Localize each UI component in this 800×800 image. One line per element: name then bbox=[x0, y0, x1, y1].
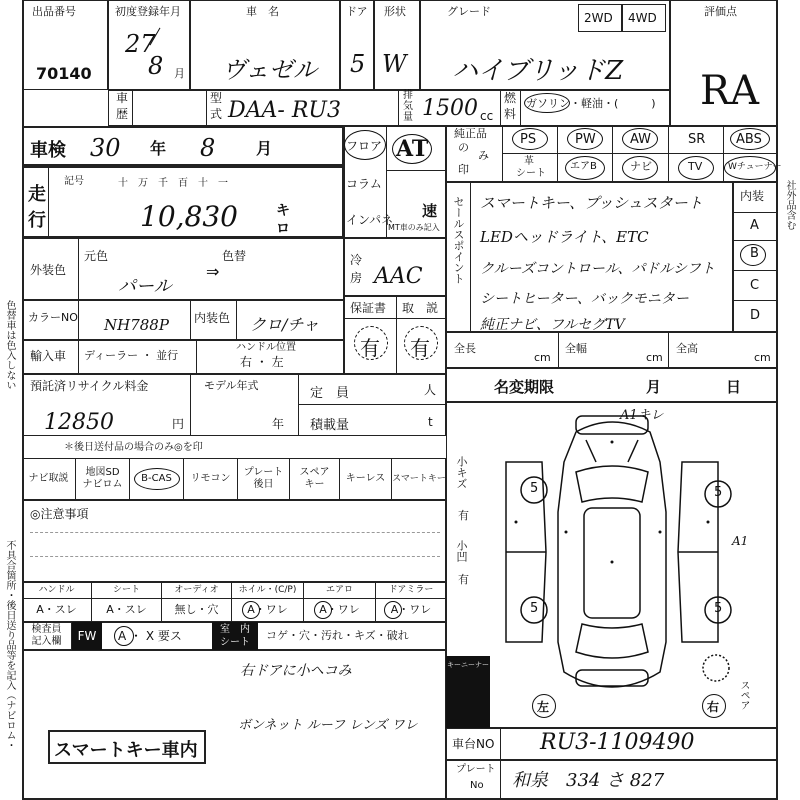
height-unit: cm bbox=[754, 351, 771, 364]
tire-fl-value: 5 bbox=[530, 481, 539, 496]
shaken-label: 車検 bbox=[30, 140, 66, 161]
equip-wtuner: Wチューナー bbox=[728, 162, 782, 172]
lot-no-label: 出品番号 bbox=[32, 5, 76, 18]
shaken-year-unit: 年 bbox=[150, 139, 167, 158]
inspector-label bbox=[22, 622, 72, 650]
smart-key-note: スマートキー車内 bbox=[54, 740, 198, 761]
interior-side-note: 社外品含む bbox=[784, 180, 795, 230]
genuine-label-1: 純正品 bbox=[454, 127, 487, 140]
meihen-month: 月 bbox=[646, 378, 662, 396]
notes-line-1 bbox=[30, 532, 440, 533]
equip-leather-2: シート bbox=[516, 168, 546, 179]
grade-value: ハイブリッドZ bbox=[452, 56, 624, 86]
tv-circle bbox=[678, 156, 714, 180]
colorno-div-2 bbox=[190, 300, 191, 340]
mileage-div bbox=[48, 166, 49, 238]
history-div-2 bbox=[206, 90, 207, 126]
acc-spare-label-2: キー bbox=[304, 479, 325, 490]
interior-seat-label-2: シート bbox=[220, 637, 250, 648]
width-label: 全幅 bbox=[565, 342, 587, 355]
recycle-value: 12850 bbox=[44, 410, 114, 435]
handle-pos-label: ハンドル位置 bbox=[236, 342, 296, 353]
acc-spare-key bbox=[290, 458, 340, 500]
shaken-row bbox=[22, 126, 344, 166]
dimensions-row bbox=[446, 332, 778, 368]
sales-line-2: LEDヘッドライト、ETC bbox=[480, 228, 649, 246]
plate-value: 和泉 334 さ 827 bbox=[512, 770, 665, 791]
notes-label: ◎注意事項 bbox=[30, 507, 89, 521]
history-div-4 bbox=[500, 90, 501, 126]
equip-tv: TV bbox=[688, 160, 703, 173]
warranty-div bbox=[396, 296, 397, 374]
digits-header: 十 万 千 百 十 一 bbox=[118, 178, 228, 189]
fuel-options: ガソリン・軽油・( ) bbox=[526, 97, 656, 110]
length-unit: cm bbox=[534, 351, 551, 364]
side-mark: A1 bbox=[732, 534, 749, 548]
capacity-label: 定 員 bbox=[310, 386, 350, 401]
cond-v-wheel-label: A・ワレ bbox=[247, 603, 288, 616]
cond-h-mirror bbox=[376, 582, 446, 598]
grade-line-0 bbox=[733, 212, 778, 213]
left-note-1: 色替車は色入しない bbox=[4, 300, 15, 390]
cond-h-aero-label: エアロ bbox=[325, 585, 353, 595]
legend-dent-yes: 有 bbox=[458, 573, 469, 586]
recycle-label: 預託済リサイクル料金 bbox=[30, 379, 149, 393]
capacity-unit: 人 bbox=[424, 383, 437, 397]
shift-at-value: AT bbox=[396, 136, 429, 162]
recycle-div-2 bbox=[298, 374, 299, 436]
import-div-1 bbox=[78, 340, 79, 374]
interior-color-value: クロ/チャ bbox=[250, 315, 319, 334]
acc-map-sd bbox=[76, 458, 130, 500]
colorno-div-3 bbox=[236, 300, 237, 340]
legend-dent: 小凹 bbox=[455, 540, 468, 562]
recycle-div-1 bbox=[190, 374, 191, 436]
legend-scratch-yes: 有 bbox=[458, 509, 469, 522]
equip-div-2 bbox=[612, 126, 613, 182]
displacement-value: 1500 bbox=[422, 96, 478, 121]
sales-points-label: セールスポイント bbox=[452, 196, 465, 284]
import-label: 輸入車 bbox=[30, 349, 67, 363]
equip-div-1 bbox=[557, 126, 558, 182]
cond-h-seat-label: シート bbox=[112, 585, 140, 595]
key-namer-tag bbox=[446, 656, 490, 728]
mileage-label-2: 行 bbox=[28, 210, 46, 231]
abs-circle bbox=[730, 128, 770, 150]
first-reg-label: 初度登録年月 bbox=[115, 5, 181, 18]
acc-smart-key bbox=[392, 458, 446, 500]
shift-column: コラム bbox=[346, 177, 382, 191]
cond-h-audio bbox=[162, 582, 232, 598]
car-name-label: 車 名 bbox=[246, 5, 279, 18]
import-options: ディーラー ・ 並行 bbox=[84, 349, 179, 362]
equip-aw: AW bbox=[630, 132, 652, 147]
fw-tag-label: FW bbox=[77, 629, 97, 643]
original-color-value: パール bbox=[118, 276, 172, 297]
genuine-label-2: の bbox=[458, 141, 469, 154]
left-label: 左 bbox=[537, 700, 550, 714]
mileage-label-1: 走 bbox=[28, 184, 46, 205]
chassis-value: RU3-1109490 bbox=[540, 730, 695, 755]
grade-c: C bbox=[750, 278, 760, 293]
drive-2wd-label: 2WD bbox=[584, 11, 613, 25]
mt-note: MT車のみ記入 bbox=[388, 223, 440, 232]
cond-v-aero-label: A・ワレ bbox=[319, 603, 360, 616]
equip-sr: SR bbox=[688, 132, 706, 147]
model-label-2: 式 bbox=[210, 107, 223, 121]
fuel-gasoline-circle bbox=[524, 93, 570, 113]
colorno-div-1 bbox=[78, 300, 79, 340]
shift-line-a bbox=[386, 170, 446, 171]
aircon-value: AAC bbox=[374, 264, 423, 289]
acc-map-sd-label-2: ナビロム bbox=[82, 479, 123, 490]
spare-label: スペア bbox=[738, 680, 749, 710]
meihen-label: 名変期限 bbox=[494, 378, 555, 396]
history-car-label: 車 bbox=[116, 91, 129, 105]
at-circle bbox=[392, 134, 432, 164]
equip-pw: PW bbox=[575, 132, 596, 147]
color-no-label: カラーNO bbox=[28, 311, 78, 324]
repaint-label: 色替 bbox=[222, 249, 247, 263]
grade-line-1 bbox=[733, 240, 778, 241]
mileage-value: 10,830 bbox=[140, 200, 238, 233]
cond-h-aero bbox=[304, 582, 376, 598]
load-unit: t bbox=[428, 415, 433, 429]
sales-div bbox=[470, 182, 471, 332]
model-value: DAA- RU3 bbox=[228, 98, 341, 123]
door-value: 5 bbox=[350, 50, 366, 78]
wtuner-circle bbox=[724, 156, 776, 180]
model-label-1: 型 bbox=[210, 91, 223, 105]
floor-circle bbox=[344, 130, 386, 160]
acc-remote-label: リモコン bbox=[190, 473, 231, 484]
lot-no-value: 70140 bbox=[36, 64, 92, 83]
airbag-circle bbox=[565, 156, 605, 180]
comment-line-2: ボンネット ルーフ レンズ ワレ bbox=[238, 718, 418, 733]
exterior-color-row bbox=[22, 238, 344, 300]
fw-a-circle bbox=[114, 626, 134, 646]
sales-line-1: スマートキー、プッシュスタート bbox=[480, 194, 703, 212]
acc-bcas-label: B-CAS bbox=[141, 473, 172, 484]
displacement-unit: cc bbox=[480, 109, 494, 123]
shaken-month: 8 bbox=[200, 134, 216, 162]
diagram-top-note: A1キレ bbox=[620, 408, 664, 423]
cond-h-mirror-label: ドアミラー bbox=[388, 585, 434, 595]
model-year-unit: 年 bbox=[272, 417, 285, 431]
equip-airbag: エアB bbox=[570, 161, 597, 172]
grade-line-3 bbox=[733, 300, 778, 301]
dim-div-2 bbox=[668, 332, 669, 368]
import-div-2 bbox=[196, 340, 197, 374]
legend-scratch: 小キズ bbox=[455, 456, 468, 489]
notes-line-2 bbox=[30, 556, 440, 557]
handle-pos-options: 右 ・ 左 bbox=[240, 355, 284, 369]
warranty-label: 保証書 bbox=[350, 301, 387, 315]
sales-line-4: シートヒーター、バックモニター bbox=[480, 291, 689, 307]
warranty-hline bbox=[344, 318, 446, 319]
cond-h-seat bbox=[92, 582, 162, 598]
send-later-note: ＊後日送付品の場合のみ◎を印 bbox=[64, 442, 203, 453]
left-note-2: 不具合箇所・後日送り品等を記入（ナビロム・ bbox=[4, 540, 15, 750]
color-no-value: NH788P bbox=[104, 316, 169, 334]
shape-label: 形状 bbox=[384, 5, 406, 18]
aircon-label-2: 房 bbox=[350, 271, 363, 285]
drive-4wd-label: 4WD bbox=[628, 11, 657, 25]
km-label-2: ロ bbox=[276, 221, 290, 237]
cond-v-audio-label: 無し・穴 bbox=[174, 603, 219, 616]
load-label: 積載量 bbox=[310, 418, 350, 433]
wheel-a-circle bbox=[242, 601, 260, 619]
cond-v-seat bbox=[92, 598, 162, 622]
aw-circle bbox=[622, 128, 658, 150]
first-reg-year: 27 bbox=[125, 30, 156, 58]
acc-remote bbox=[184, 458, 238, 500]
genuine-label-4: 印 bbox=[458, 163, 469, 176]
interior-seat-label-1: 室 内 bbox=[220, 624, 250, 635]
grade-a: A bbox=[750, 218, 759, 233]
shaken-month-unit: 月 bbox=[256, 139, 273, 158]
repaint-arrow: ⇒ bbox=[206, 262, 220, 281]
tire-rl-value: 5 bbox=[530, 601, 539, 616]
history-div-5 bbox=[520, 90, 521, 126]
cond-v-audio bbox=[162, 598, 232, 622]
acc-plate-later bbox=[238, 458, 290, 500]
equip-navi: ナビ bbox=[630, 160, 652, 173]
km-label-1: キ bbox=[276, 203, 290, 219]
cond-h-handle bbox=[22, 582, 92, 598]
interior-color-label: 内装色 bbox=[194, 311, 231, 325]
recycle-hline bbox=[298, 404, 446, 405]
fw-tag bbox=[72, 622, 102, 650]
score-value: RA bbox=[700, 68, 760, 114]
inspector-label-1: 検査員 bbox=[31, 624, 62, 635]
cond-h-handle-label: ハンドル bbox=[38, 585, 75, 595]
ps-circle bbox=[512, 128, 548, 150]
door-label: ドア bbox=[346, 5, 368, 18]
equip-mid bbox=[502, 153, 778, 154]
height-label: 全高 bbox=[676, 342, 698, 355]
interior-seat-tag bbox=[212, 622, 258, 650]
width-unit: cm bbox=[646, 351, 663, 364]
acc-keyless-label: キーレス bbox=[345, 473, 386, 484]
fuel-label-1: 燃 bbox=[504, 91, 517, 105]
navi-circle bbox=[622, 156, 658, 180]
pw-circle bbox=[567, 128, 603, 150]
cond-v-seat-label: A・スレ bbox=[106, 603, 147, 616]
displacement-label-2: 気 bbox=[403, 101, 413, 112]
score-label: 評価点 bbox=[704, 5, 737, 18]
shift-floor: フロア bbox=[346, 139, 383, 153]
grade-label: グレード bbox=[447, 5, 491, 18]
ext-div bbox=[78, 238, 79, 300]
grade-line-2 bbox=[733, 270, 778, 271]
acc-plate-label-1: プレート bbox=[243, 467, 284, 478]
warranty-mark: 有 bbox=[360, 336, 380, 360]
car-diagram bbox=[446, 402, 778, 728]
sales-line-5: 純正ナビ、フルセグTV bbox=[480, 317, 625, 333]
acc-map-sd-label-1: 地図SD bbox=[85, 467, 120, 478]
cond-v-mirror-label: A・ワレ bbox=[390, 603, 432, 616]
key-namer-label: キーニーナー bbox=[447, 661, 489, 669]
dim-div-1 bbox=[558, 332, 559, 368]
cond-h-wheel-label: ホイル・(C/P) bbox=[238, 585, 297, 595]
equip-abs: ABS bbox=[736, 132, 762, 147]
history-history-label: 歴 bbox=[116, 107, 129, 121]
equip-ps: PS bbox=[520, 132, 537, 147]
genuine-label-3: み bbox=[478, 149, 489, 162]
equip-div-3 bbox=[668, 126, 669, 182]
manual-label: 取 説 bbox=[402, 301, 439, 315]
record-label: 記号 bbox=[64, 176, 84, 187]
meihen-day: 日 bbox=[726, 378, 742, 396]
fw-value: A ・ X 要ス bbox=[118, 629, 182, 643]
acc-keyless bbox=[340, 458, 392, 500]
chassis-label: 車台NO bbox=[452, 737, 495, 751]
speed-label: 速 bbox=[422, 202, 438, 220]
tire-rr-value: 5 bbox=[714, 601, 723, 616]
original-color-label: 元色 bbox=[84, 249, 109, 263]
inspector-label-2: 記入欄 bbox=[31, 636, 62, 647]
cond-v-handle bbox=[22, 598, 92, 622]
recycle-unit: 円 bbox=[172, 417, 185, 431]
comment-line-1: 右ドアに小ヘコみ bbox=[240, 663, 352, 679]
acc-navi-manual-label: ナビ取説 bbox=[28, 473, 69, 484]
displacement-label-3: 量 bbox=[403, 112, 413, 123]
grade-b-circle bbox=[740, 244, 766, 266]
shaken-year: 30 bbox=[90, 134, 121, 162]
equip-div-0 bbox=[502, 126, 503, 182]
plate-label-2: No bbox=[470, 780, 484, 791]
model-year-label: モデル年式 bbox=[204, 379, 259, 392]
mirror-a-circle bbox=[384, 601, 402, 619]
acc-plate-label-2: 後日 bbox=[253, 479, 274, 490]
shape-value: W bbox=[382, 50, 407, 78]
equip-div-4 bbox=[723, 126, 724, 182]
aircon-label-1: 冷 bbox=[350, 253, 363, 267]
manual-mark: 有 bbox=[410, 336, 430, 360]
first-reg-month: 8 bbox=[148, 52, 164, 80]
length-label: 全長 bbox=[454, 342, 476, 355]
car-name-value: ヴェゼル bbox=[222, 56, 318, 84]
fuel-label-2: 料 bbox=[504, 107, 517, 121]
exterior-label: 外装色 bbox=[30, 263, 67, 277]
aero-a-circle bbox=[314, 601, 332, 619]
grade-b: B bbox=[750, 246, 759, 261]
acc-smart-key-label: スマートキー bbox=[392, 474, 446, 484]
acc-spare-label-1: スペア bbox=[299, 467, 330, 478]
sales-line-3: クルーズコントロール、パドルシフト bbox=[480, 261, 715, 277]
displacement-label-1: 排 bbox=[403, 90, 413, 101]
grade-d: D bbox=[750, 308, 761, 323]
cond-h-wheel bbox=[232, 582, 304, 598]
history-div-3 bbox=[398, 90, 399, 126]
equip-leather-1: 革 bbox=[524, 156, 534, 167]
shift-inpane: インパネ bbox=[346, 213, 394, 227]
cond-v-handle-label: A・スレ bbox=[36, 603, 77, 616]
history-div-1 bbox=[132, 90, 133, 126]
plate-label-1: プレート bbox=[456, 764, 496, 775]
acc-navi-manual bbox=[22, 458, 76, 500]
bcas-circle bbox=[134, 468, 180, 490]
interior-grade-label: 内装 bbox=[740, 189, 765, 203]
interior-seat-value: コゲ・穴・汚れ・キズ・破れ bbox=[266, 629, 409, 642]
cond-h-audio-label: オーディオ bbox=[174, 585, 219, 595]
first-reg-month-unit: 月 bbox=[174, 67, 185, 80]
right-label: 右 bbox=[707, 700, 720, 714]
tire-fr-value: 5 bbox=[714, 485, 723, 500]
